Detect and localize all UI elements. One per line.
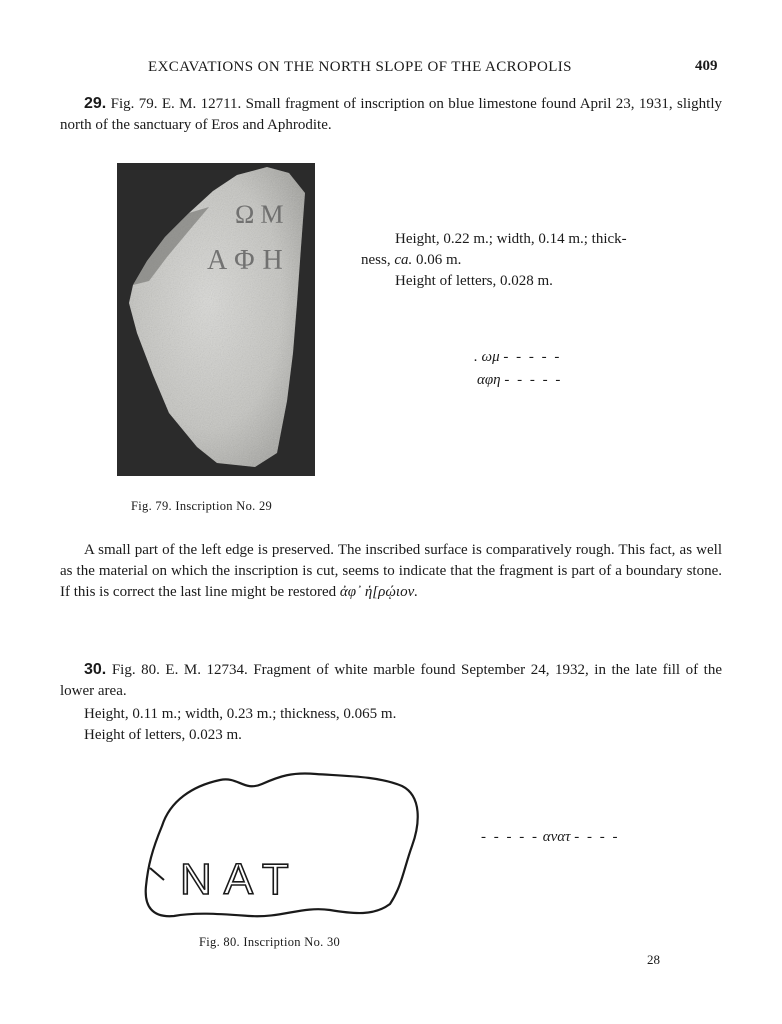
transcription-dashes: - - - -	[574, 829, 620, 845]
transcription-letters: ανατ	[542, 829, 571, 845]
entry-30-dims-line-2: Height of letters, 0.023 m.	[84, 727, 242, 743]
entry-30-intro	[60, 659, 722, 702]
figure-80-caption: Fig. 80. Inscription No. 30	[199, 935, 341, 949]
figure-80-drawing	[140, 766, 425, 926]
dims-ca: ca.	[394, 252, 413, 268]
entry-29-number: 29.	[84, 95, 107, 112]
entry-29-intro	[60, 93, 722, 136]
stone-letters-line-2: ΑΦΗ	[207, 245, 291, 276]
entry-30-transcription	[481, 829, 620, 846]
entry-29-intro-text: Fig. 79. E. M. 12711. Small fragment of inscription on blue limestone found April 23, 1931, slightly north of the sanctuary of Eros and Aphrodite.	[60, 96, 722, 133]
transcription-letters: . ωμ	[474, 349, 500, 365]
entry-29-transcription-line-2	[477, 372, 562, 389]
transcription-dashes: - - - - -	[481, 829, 539, 845]
figure-79-caption: Fig. 79. Inscription No. 29	[131, 499, 273, 513]
transcription-letters: αφη	[477, 372, 501, 388]
dims-text: ness,	[361, 252, 395, 268]
entry-30-intro-text: Fig. 80. E. M. 12734. Fragment of white marble found September 24, 1932, in the late fill of the lower area.	[60, 662, 723, 699]
running-header: EXCAVATIONS ON THE NORTH SLOPE OF THE ACROPOLIS	[148, 59, 572, 75]
entry-30-number: 30.	[84, 661, 107, 678]
entry-30-dims-line-1: Height, 0.11 m.; width, 0.23 m.; thickness, 0.065 m.	[84, 706, 397, 722]
page-number: 409	[695, 58, 718, 74]
marble-fragment-outline	[140, 766, 425, 926]
stone-letters-line-1: ΩΜ	[235, 200, 290, 229]
entry-29-dims-line-2	[361, 250, 687, 271]
stone-fragment-image	[117, 163, 315, 476]
entry-29-body	[60, 540, 722, 603]
entry-29-body-text: A small part of the left edge is preserved. The inscribed surface is comparatively rough. This fact, as well as the material on which the inscription is cut, seems to indicate that the fragment is part of a boundary stone. If this is correct the last line might be restored	[60, 542, 722, 600]
entry-30-dimensions	[60, 704, 722, 746]
signature-number: 28	[647, 952, 660, 967]
entry-29-dimensions	[361, 229, 687, 292]
transcription-dashes: - - - - -	[504, 372, 563, 388]
dims-text: 0.06 m.	[412, 252, 462, 268]
transcription-dashes: - - - - -	[503, 349, 562, 365]
drawing-letters: NAT	[180, 855, 301, 904]
figure-79-photo	[117, 163, 315, 476]
entry-29-restoration: ἀφ᾽ ἡ[ρῴιον.	[339, 584, 418, 600]
entry-29-dims-line-1: Height, 0.22 m.; width, 0.14 m.; thick-	[395, 231, 627, 247]
entry-29-transcription-line-1	[474, 349, 561, 366]
entry-29-dims-line-3: Height of letters, 0.028 m.	[395, 273, 553, 289]
